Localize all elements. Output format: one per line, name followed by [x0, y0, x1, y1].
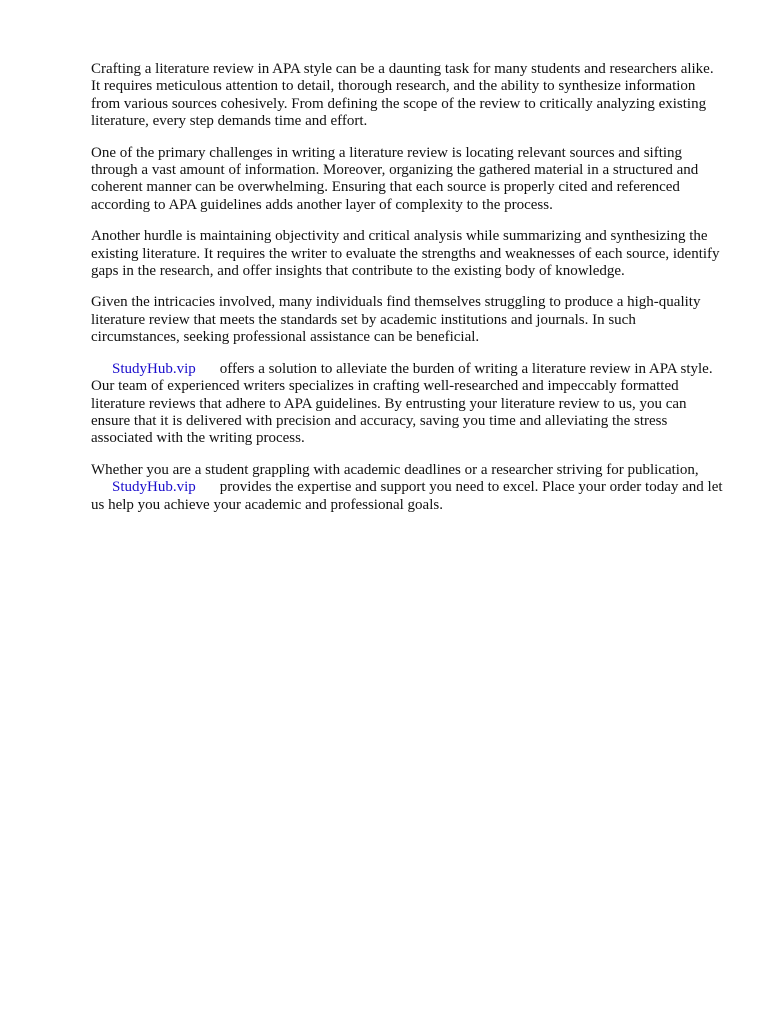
paragraph-studyhub-offer-text: offers a solution to alleviate the burden of writing a literature review in APA style. Our team of experienced writers specializes in crafting well-researched and impeccably formatted literature reviews that adhere to APA guidelines. By entrusting your literature review to us, you can ensure that it is delivered with precision and accuracy, saving you time and alleviating the stress associated with the writing process.: [91, 360, 713, 447]
studyhub-link[interactable]: StudyHub.vip: [112, 360, 196, 377]
paragraph-closing-tail: provides the expertise and support you need to excel. Place your order today and let us help you achieve your academic and professional goals.: [91, 479, 723, 513]
paragraph-challenges: One of the primary challenges in writing a literature review is locating relevant sources and sifting through a vast amount of information. Moreover, organizing the gathered material in a structured and coherent manner can be overwhelming. Ensuring that each source is properly cited and referenced according to APA guidelines adds another layer of complexity to the process.: [91, 144, 699, 213]
document-body: [91, 61, 723, 528]
studyhub-link-closing[interactable]: StudyHub.vip: [112, 479, 196, 496]
paragraph-closing: [91, 462, 723, 514]
paragraph-intro: Crafting a literature review in APA style can be a daunting task for many students and researchers alike. It requires meticulous attention to detail, thorough research, and the ability to synthesize information from various sources cohesively. From defining the scope of the review to critically analyzing existing literature, every step demands time and effort.: [91, 61, 714, 130]
paragraph-objectivity: Another hurdle is maintaining objectivity and critical analysis while summarizing and synthesizing the existing literature. It requires the writer to evaluate the strengths and weaknesses of each source, identify gaps in the research, and offer insights that contribute to the existing body of knowledge.: [91, 228, 720, 280]
paragraph-closing-lead: Whether you are a student grappling with academic deadlines or a researcher striving for publication,: [91, 461, 699, 478]
paragraph-intricacies: Given the intricacies involved, many individuals find themselves struggling to produce a high-quality literature review that meets the standards set by academic institutions and journals. In such circumstances, seeking professional assistance can be beneficial.: [91, 294, 701, 346]
paragraph-studyhub-offer: [91, 361, 723, 448]
